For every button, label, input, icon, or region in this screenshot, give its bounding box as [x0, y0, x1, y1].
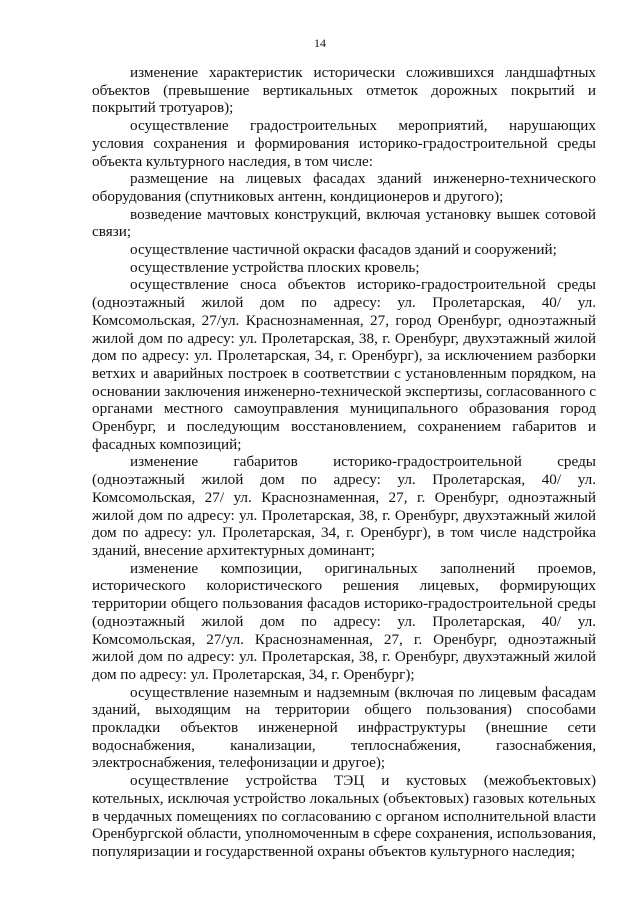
paragraph-facade-equipment: размещение на лицевых фасадах зданий инженерно-технического оборудования (спутниковых антенн, кондиционеров и другого);	[92, 170, 596, 205]
page-number: 14	[314, 36, 326, 50]
paragraph-mast-structures: возведение мачтовых конструкций, включая установку вышек сотовой связи;	[92, 205, 596, 241]
paragraph-composition-changes: изменение композиции, оригинальных заполнений проемов, исторического колористического решения лицевых, формирующих территории общего пользования фасадов историко-градостроительной среды (одноэтажный жилой дом по адресу: ул. Пролетарская, 40/ ул. Комсомольская, 27/ул. Краснознаменная, 27, г. Оренбург, одноэтажный жилой дом по адресу: ул. Пролетарская, 38, г. Оренбург, двухэтажный жилой дом по адресу: ул. Пролетарская, 34, г. Оренбург);	[92, 559, 596, 683]
paragraph-boiler-houses: осуществление устройства ТЭЦ и кустовых (межобъектовых) котельных, исключая устройство локальных (объектовых) газовых котельных в чердачных помещениях по согласованию с органом исполнительной власти Оренбургской области, уполномоченным в сфере сохранения, использования, популяризации и государственной охраны объектов культурного наследия;	[92, 772, 596, 860]
paragraph-engineering-networks: осуществление наземным и надземным (включая по лицевым фасадам зданий, выходящим на территории общего пользования) способами прокладки объектов инженерной инфраструктуры (внешние сети водоснабжения, канализации, теплоснабжения, газоснабжения, электроснабжения, телефонизации и другое);	[92, 683, 596, 772]
paragraph-partial-painting: осуществление частичной окраски фасадов зданий и сооружений;	[130, 241, 557, 259]
paragraph-urban-planning-measures: осуществление градостроительных мероприятий, нарушающих условия сохранения и формирования историко-градостроительной среды объекта культурного наследия, в том числе:	[92, 117, 596, 170]
paragraph-demolition: осуществление сноса объектов историко-градостроительной среды (одноэтажный жилой дом по адресу: ул. Пролетарская, 40/ ул. Комсомольская, 27/ул. Краснознаменная, 27, город Оренбург, одноэтажный жилой дом по адресу: ул. Пролетарская, 38, г. Оренбург, двухэтажный жилой дом по адресу: ул. Пролетарская, 34, г. Оренбург), за исключением разборки ветхих и аварийных построек в соответствии с установленным порядком, на основании заключения инженерно-технической экспертизы, согласованного с органами местного самоуправления муниципального образования город Оренбург, и последующим восстановлением, сохранением габаритов и фасадных композиций;	[92, 276, 596, 453]
paragraph-dimension-changes: изменение габаритов историко-градостроительной среды (одноэтажный жилой дом по адресу: ул. Пролетарская, 40/ ул. Комсомольская, 27/ ул. Краснознаменная, 27, г. Оренбург, одноэтажный жилой дом по адресу: ул. Пролетарская, 38, г. Оренбург, двухэтажный жилой дом по адресу: ул. Пролетарская, 34, г. Оренбург), в том числе надстройка зданий, внесение архитектурных доминант;	[92, 453, 596, 559]
paragraph-landscape-changes: изменение характеристик исторически сложившихся ландшафтных объектов (превышение вертикальных отметок дорожных покрытий и покрытий тротуаров);	[92, 64, 596, 117]
document-body	[92, 64, 596, 861]
paragraph-flat-roofs: осуществление устройства плоских кровель;	[130, 258, 420, 276]
